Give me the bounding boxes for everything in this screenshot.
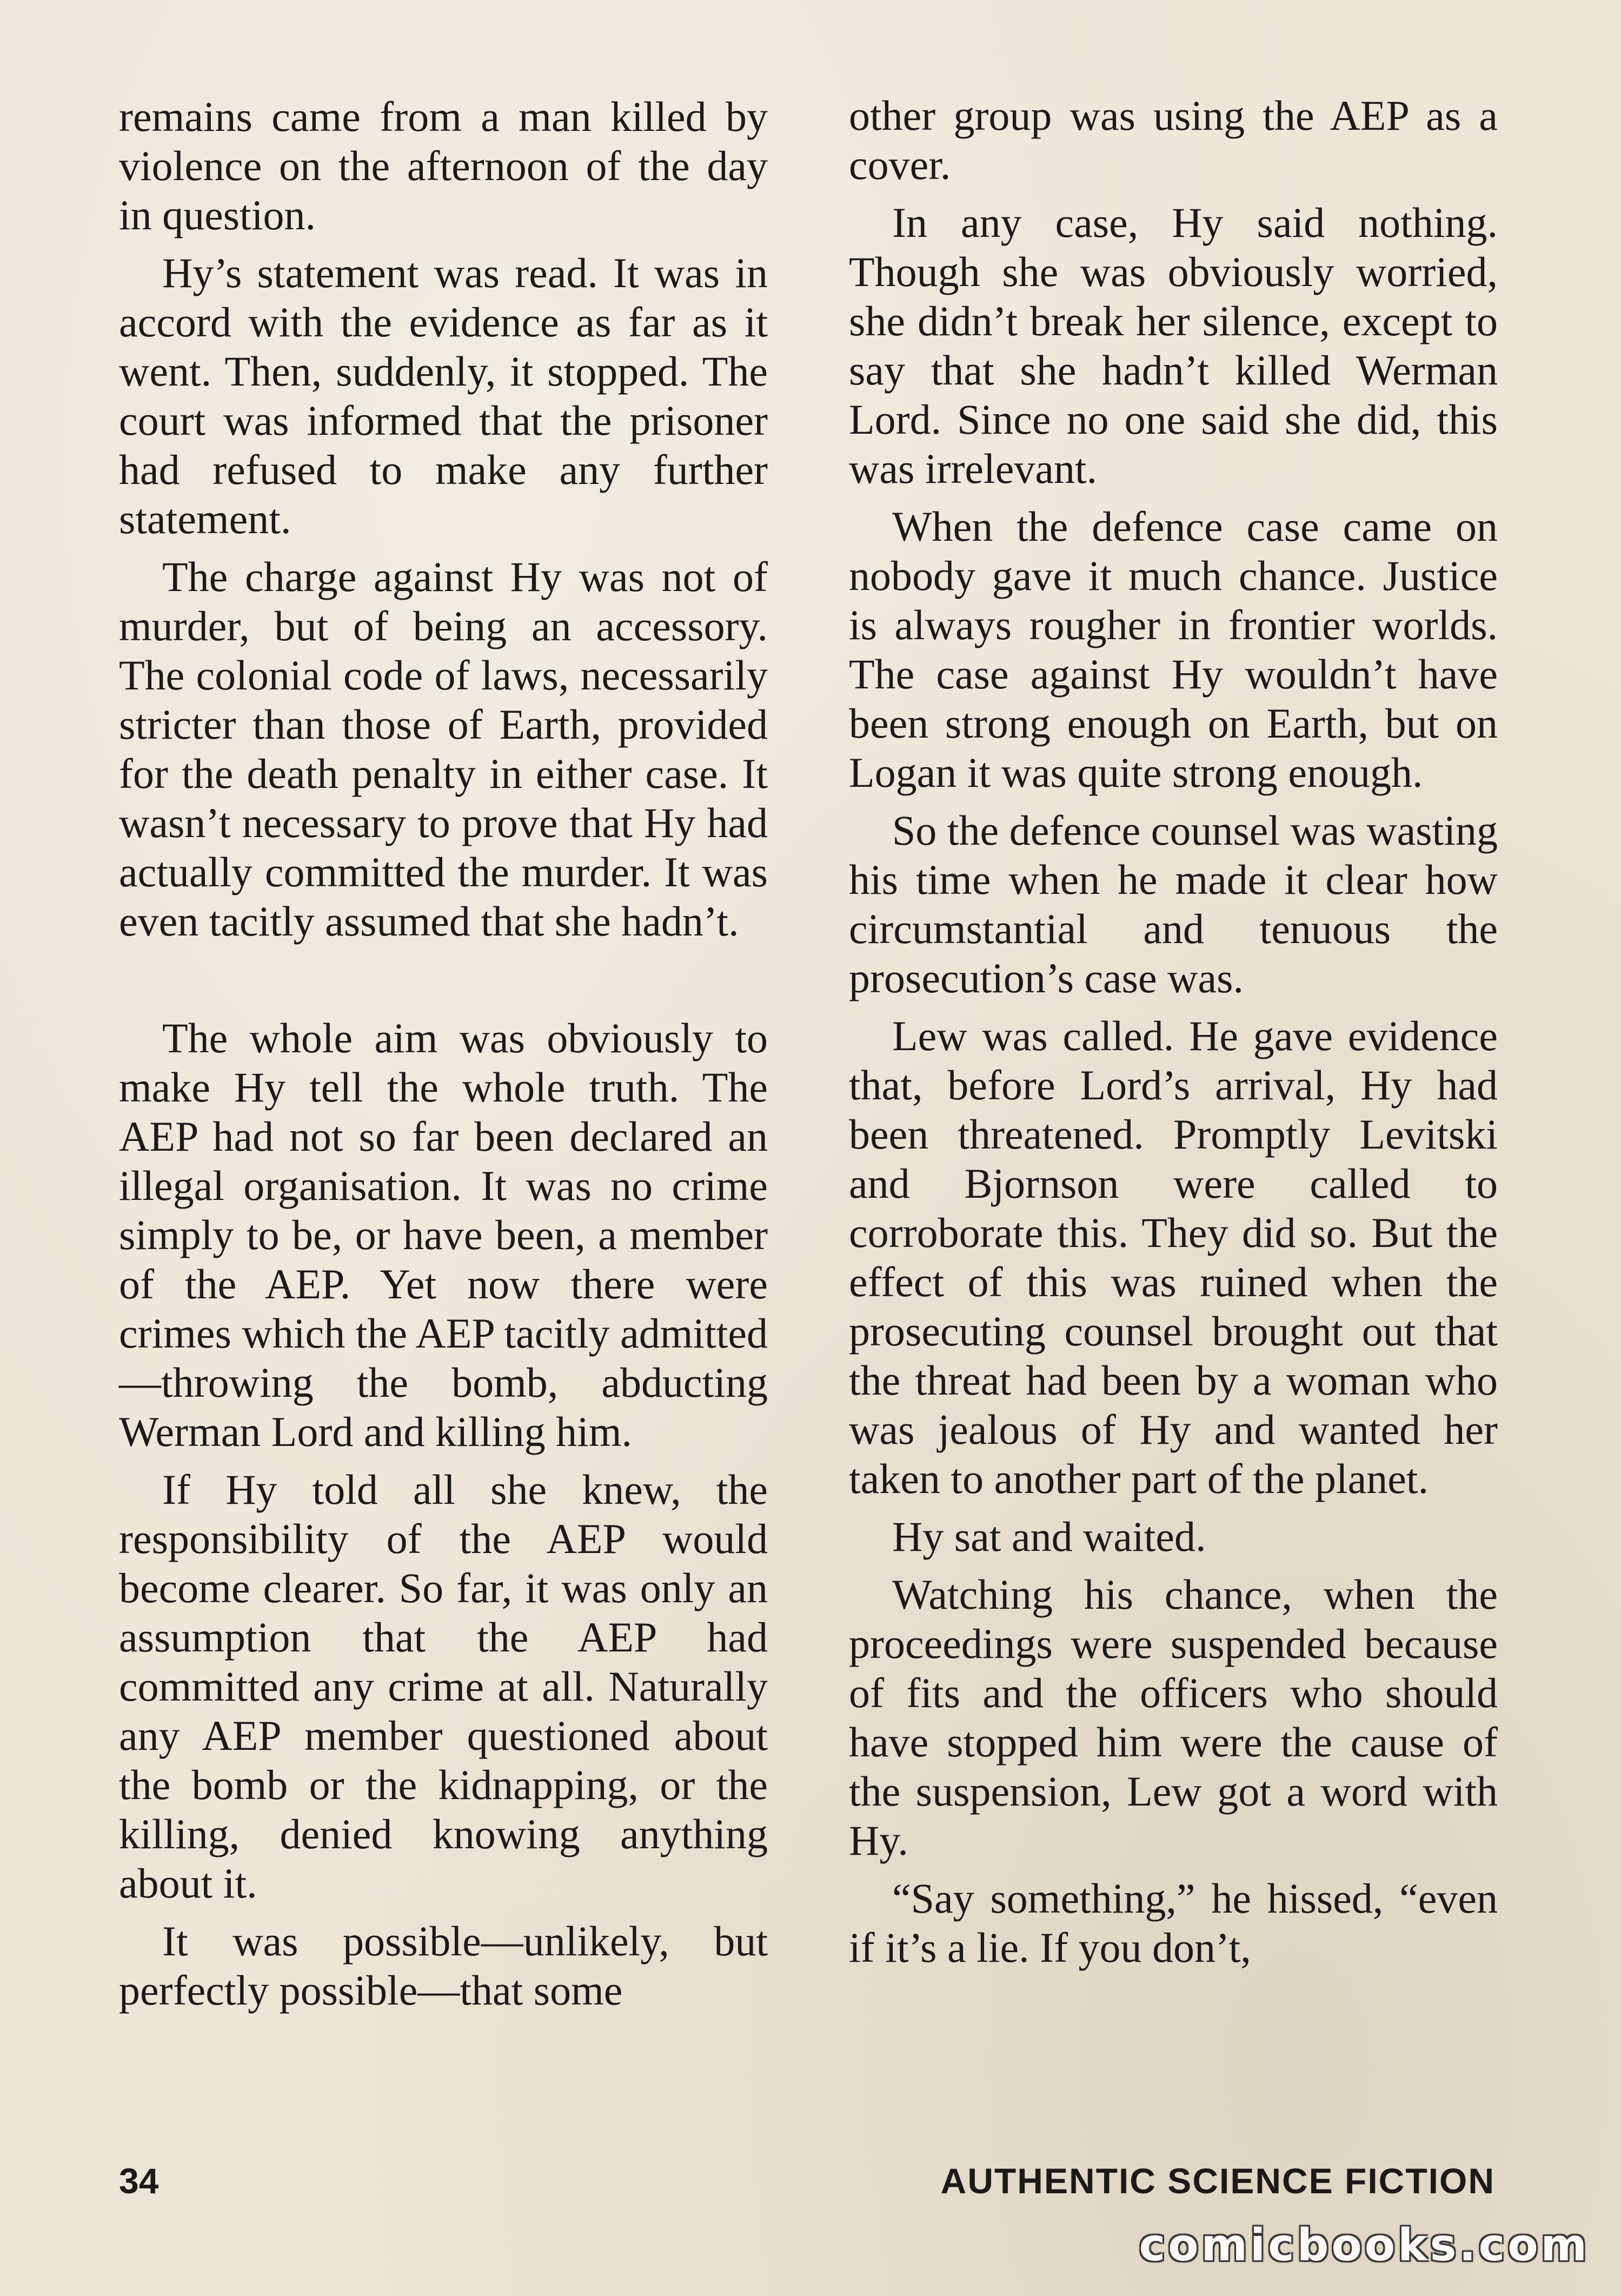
paragraph: The charge against Hy was not of murder, but of being an accessory. The colonial code of laws, necessarily stricter than those of Earth, provided for the death penalty in either case. It wasn’t necessary to prove that Hy had actually committed the murder. It was even tacitly assumed that she hadn’t.: [119, 553, 768, 945]
paragraph: So the defence counsel was wasting his time when he made it clear how circumstantial and tenuous the prosecution’s case was.: [849, 807, 1498, 1001]
right-column: [849, 91, 1498, 1981]
left-column: [119, 92, 768, 2023]
paragraph: Lew was called. He gave evidence that, before Lord’s arrival, Hy had been threatened. Promptly Levitski and Bjornson were called to corroborate this. They did so. But the effect of this was ruined when the prosecuting counsel brought out that the threat had been by a woman who was jealous of Hy and wanted her taken to another part of the planet.: [849, 1012, 1498, 1502]
paragraph: When the defence case came on nobody gave it much chance. Justice is always rougher in frontier worlds. The case against Hy wouldn’t have been strong enough on Earth, but on Logan it was quite strong enough.: [849, 503, 1498, 796]
paragraph: Hy sat and waited.: [892, 1513, 1206, 1560]
watermark: comicbooks.com: [1139, 2220, 1590, 2271]
paragraph: “Say something,” he hissed, “even if it’s a lie. If you don’t,: [849, 1875, 1498, 1971]
paragraph: The whole aim was obviously to make Hy tell the whole truth. The AEP had not so far been declared an illegal organisation. It was no crime simply to be, or have been, a member of the AEP. Yet now there were crimes which the AEP tacitly admitted—throwing the bomb, abducting Werman Lord and killing him.: [119, 1014, 768, 1455]
paragraph: Hy’s statement was read. It was in accord with the evidence as far as it went. Then, suddenly, it stopped. The court was informed that the prisoner had refused to make any further statement.: [119, 249, 768, 542]
paragraph: In any case, Hy said nothing. Though she was obviously worried, she didn’t break her silence, except to say that she hadn’t killed Werman Lord. Since no one said she did, this was irrelevant.: [849, 199, 1498, 492]
page-footer: [119, 2160, 1495, 2204]
paragraph: It was possible—unlikely, but perfectly possible—that some: [119, 1917, 768, 2014]
paragraph: other group was using the AEP as a cover.: [849, 92, 1498, 188]
paragraph: remains came from a man killed by violence on the afternoon of the day in question.: [119, 93, 768, 238]
paragraph: Watching his chance, when the proceedings were suspended because of fits and the officers who should have stopped him were the cause of the suspension, Lew got a word with Hy.: [849, 1571, 1498, 1864]
page-number: 34: [119, 2161, 159, 2201]
paragraph: If Hy told all she knew, the responsibility of the AEP would become clearer. So far, it was only an assumption that the AEP had committed any crime at all. Naturally any AEP member questioned about the bomb or the kidnapping, or the killing, denied knowing anything about it.: [119, 1466, 768, 1907]
magazine-title: AUTHENTIC SCIENCE FICTION: [940, 2161, 1495, 2201]
